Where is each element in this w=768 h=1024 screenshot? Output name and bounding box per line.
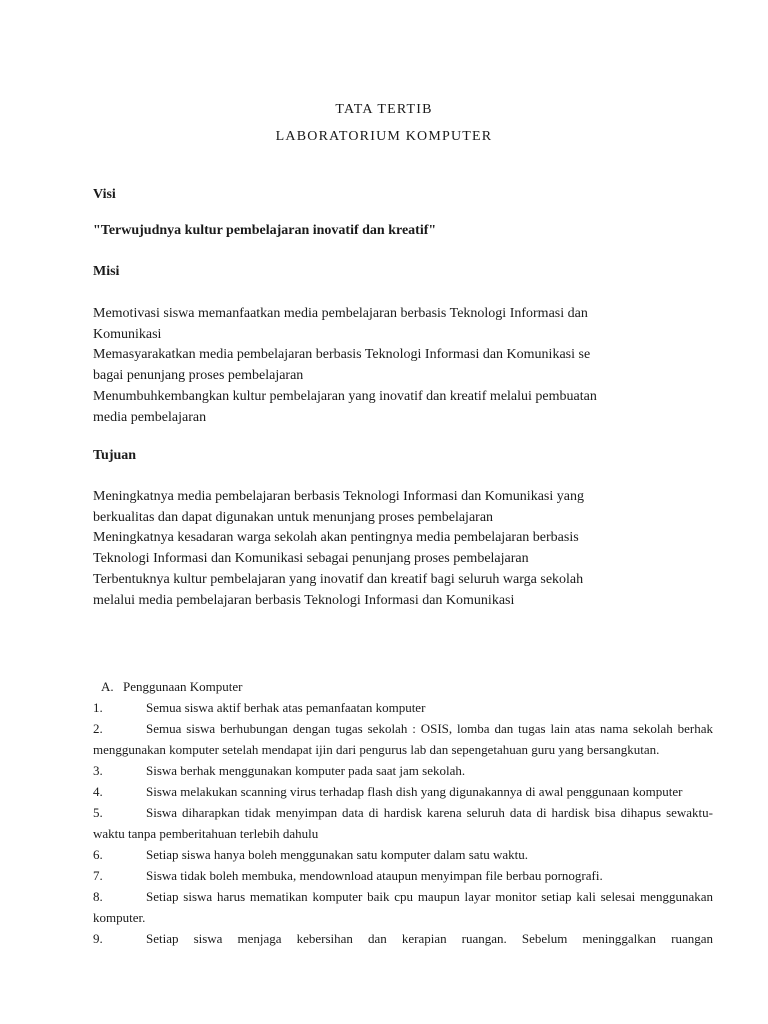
tujuan-line: Terbentuknya kultur pembelajaran yang inovatif dan kreatif bagi seluruh warga sekolah [93, 571, 584, 587]
rule-text: Siswa berhak menggunakan komputer pada saat jam sekolah. [146, 763, 466, 778]
rule-item [93, 781, 713, 802]
tujuan-line: Teknologi Informasi dan Komunikasi sebagai penunjang proses pembelajaran [93, 551, 529, 567]
misi-line: Menumbuhkembangkan kultur pembelajaran yang inovatif dan kreatif melalui pembuatan [93, 388, 597, 404]
tujuan-line: melalui media pembelajaran berbasis Teknologi Informasi dan Komunikasi [93, 592, 515, 608]
tujuan-line: berkualitas dan dapat digunakan untuk menunjang proses pembelajaran [93, 509, 494, 525]
rule-text: Semua siswa berhubungan dengan tugas sekolah : OSIS, lomba dan tugas lain atas nama sekolah berhak menggunakan komputer setelah mendapat ijin dari pengurus lab dan sepengetahuan guru yang bersangkutan. [93, 721, 713, 757]
rule-text: Setiap siswa harus mematikan komputer baik cpu maupun layar monitor setiap kali selesai menggunakan komputer. [93, 889, 713, 925]
misi-paragraph [93, 304, 597, 428]
rule-number: 3. [93, 763, 103, 778]
rule-number: 6. [93, 847, 103, 862]
rule-text: Setiap siswa menjaga kebersihan dan kerapian ruangan. Sebelum meninggalkan ruangan [146, 931, 713, 946]
section-penggunaan-komputer [93, 676, 713, 949]
section-a-title [93, 676, 713, 697]
misi-heading: Misi [93, 264, 120, 279]
title-line-1: TATA TERTIB [335, 102, 433, 117]
rule-text: Siswa tidak boleh membuka, mendownload ataupun menyimpan file berbau pornografi. [146, 868, 603, 883]
rule-item [93, 802, 713, 844]
rule-number: 5. [93, 805, 103, 820]
misi-line: media pembelajaran [93, 409, 207, 425]
tujuan-heading: Tujuan [93, 448, 137, 463]
misi-line: Memotivasi siswa memanfaatkan media pembelajaran berbasis Teknologi Informasi dan [93, 306, 588, 321]
rule-item [93, 760, 713, 781]
rule-number: 1. [93, 700, 103, 715]
document-title [0, 96, 768, 150]
rule-item [93, 844, 713, 865]
tujuan-line: Meningkatnya kesadaran warga sekolah akan pentingnya media pembelajaran berbasis [93, 530, 579, 546]
rule-number: 7. [93, 868, 103, 883]
rule-item [93, 886, 713, 928]
visi-heading: Visi [93, 187, 116, 202]
rule-text: Setiap siswa hanya boleh menggunakan satu komputer dalam satu waktu. [146, 847, 528, 862]
rule-number: 8. [93, 889, 103, 904]
rule-number: 4. [93, 784, 103, 799]
rule-text: Semua siswa aktif berhak atas pemanfaatan komputer [146, 700, 426, 715]
misi-line: Memasyarakatkan media pembelajaran berbasis Teknologi Informasi dan Komunikasi se [93, 347, 591, 363]
misi-line: Komunikasi [93, 326, 162, 342]
tujuan-paragraph [93, 487, 584, 611]
rule-text: Siswa diharapkan tidak menyimpan data di hardisk karena seluruh data di hardisk bisa dihapus sewaktu-waktu tanpa pemberitahuan terlebih dahulu [93, 805, 713, 841]
rule-text: Siswa melakukan scanning virus terhadap flash dish yang digunakannya di awal penggunaan komputer [146, 784, 683, 799]
rule-item [93, 928, 713, 949]
rule-number: 2. [93, 721, 103, 736]
visi-text: "Terwujudnya kultur pembelajaran inovatif dan kreatif" [93, 223, 437, 238]
rule-item [93, 865, 713, 886]
rule-item [93, 718, 713, 760]
rule-number: 9. [93, 931, 103, 946]
rule-item [93, 697, 713, 718]
title-line-2: LABORATORIUM KOMPUTER [275, 129, 493, 144]
section-title-text: Penggunaan Komputer [123, 679, 243, 694]
misi-line: bagai penunjang proses pembelajaran [93, 368, 304, 384]
section-letter: A. [101, 679, 114, 694]
tujuan-line: Meningkatnya media pembelajaran berbasis Teknologi Informasi dan Komunikasi yang [93, 489, 584, 504]
